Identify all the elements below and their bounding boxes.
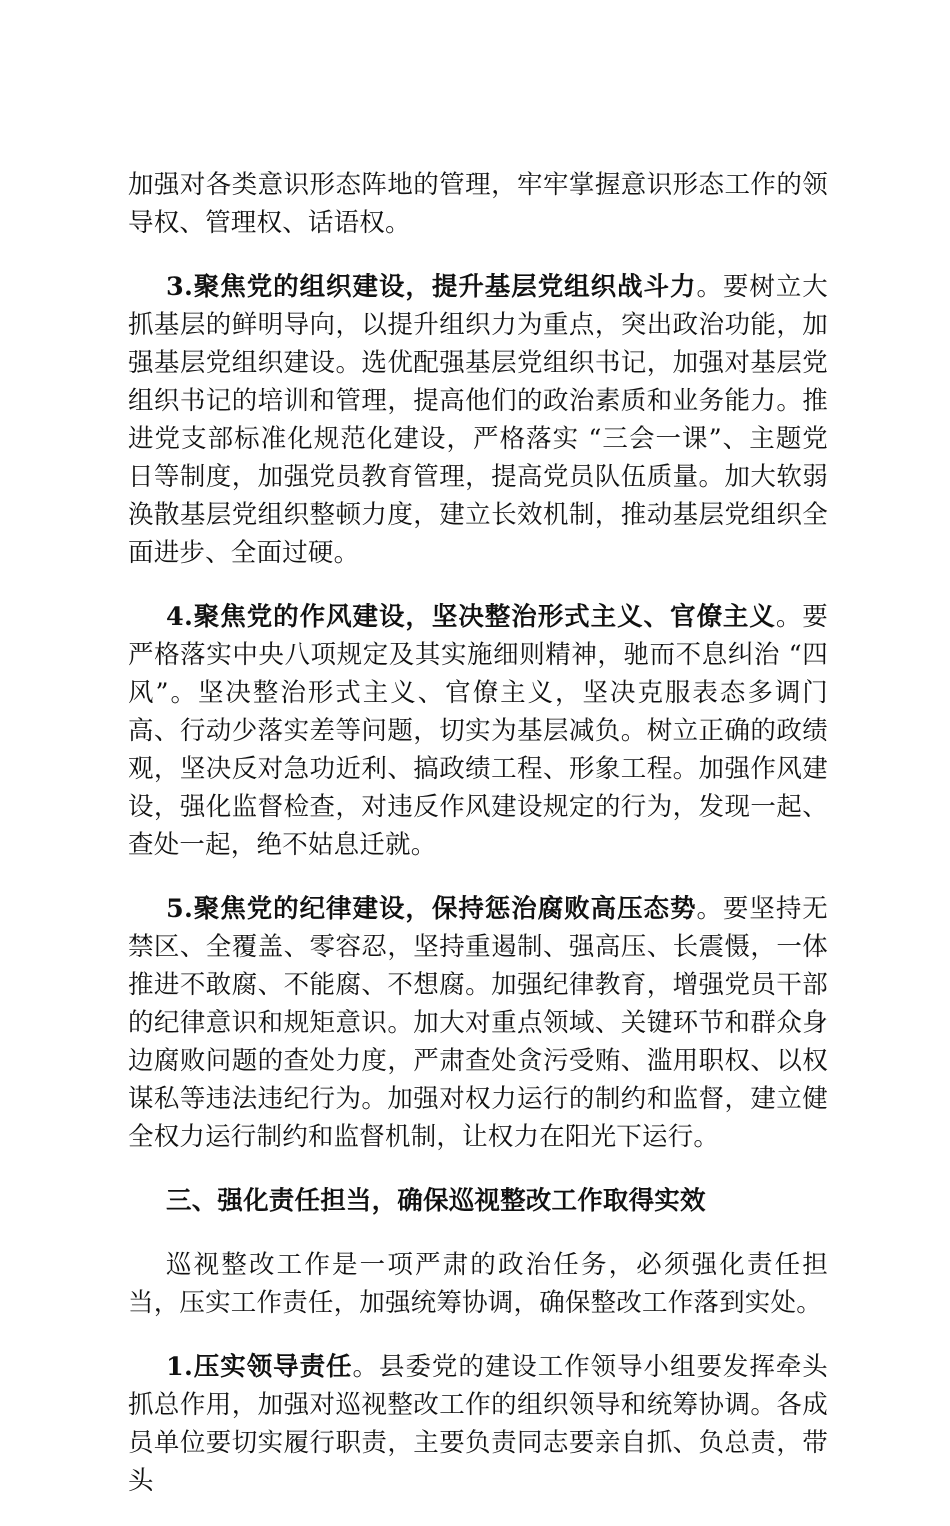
paragraph-leadership-responsibility — [128, 1348, 828, 1500]
paragraph-lead-heading: 3.聚焦党的组织建设，提升基层党组织战斗力 — [166, 272, 697, 302]
paragraph-lead-heading: 5.聚焦党的纪律建设，保持惩治腐败高压态势 — [166, 894, 697, 924]
paragraph-section-intro — [128, 1246, 828, 1322]
paragraph-discipline-building — [128, 890, 828, 1156]
paragraph-text: 。要坚持无禁区、全覆盖、零容忍，坚持重遏制、强高压、长震慑，一体推进不敢腐、不能腐、不想腐。加强纪律教育，增强党员干部的纪律意识和规矩意识。加大对重点领域、关键环节和群众身边腐败问题的查处力度，严肃查处贪污受贿、滥用职权、以权谋私等违法违纪行为。加强对权力运行的制约和监督，建立健全权力运行制约和监督机制，让权力在阳光下运行。 — [128, 894, 828, 1152]
document-page — [128, 166, 828, 1526]
paragraph-text: 。县委党的建设工作领导小组要发挥牵头抓总作用，加强对巡视整改工作的组织领导和统筹协调。各成员单位要切实履行职责，主要负责同志要亲自抓、负总责，带头 — [128, 1352, 828, 1496]
paragraph-text: 加强对各类意识形态阵地的管理，牢牢掌握意识形态工作的领导权、管理权、话语权。 — [128, 170, 828, 238]
paragraph-lead-heading: 4.聚焦党的作风建设，坚决整治形式主义、官僚主义 — [166, 602, 776, 632]
paragraph-lead-heading: 1.压实领导责任 — [166, 1352, 353, 1382]
paragraph-continued — [128, 166, 828, 242]
paragraph-text: 。要树立大抓基层的鲜明导向，以提升组织力为重点，突出政治功能，加强基层党组织建设。选优配强基层党组织书记，加强对基层党组织书记的培训和管理，提高他们的政治素质和业务能力。推进党支部标准化规范化建设，严格落实 “三会一课”、主题党日等制度，加强党员教育管理，提高党员队伍质量。加大软弱涣散基层党组织整顿力度，建立长效机制，推动基层党组织全面进步、全面过硬。 — [128, 272, 828, 568]
paragraph-text: 。要严格落实中央八项规定及其实施细则精神，驰而不息纠治 “四风”。坚决整治形式主义、官僚主义，坚决克服表态多调门高、行动少落实差等问题，切实为基层减负。树立正确的政绩观，坚决反对急功近利、搞政绩工程、形象工程。加强作风建设，强化监督检查，对违反作风建设规定的行为，发现一起、查处一起，绝不姑息迁就。 — [128, 602, 829, 860]
paragraph-work-style-building — [128, 598, 828, 864]
section-heading: 三、强化责任担当，确保巡视整改工作取得实效 — [166, 1186, 706, 1216]
paragraph-organization-building — [128, 268, 828, 572]
paragraph-text: 巡视整改工作是一项严肃的政治任务，必须强化责任担当，压实工作责任，加强统筹协调，确保整改工作落到实处。 — [128, 1250, 828, 1318]
